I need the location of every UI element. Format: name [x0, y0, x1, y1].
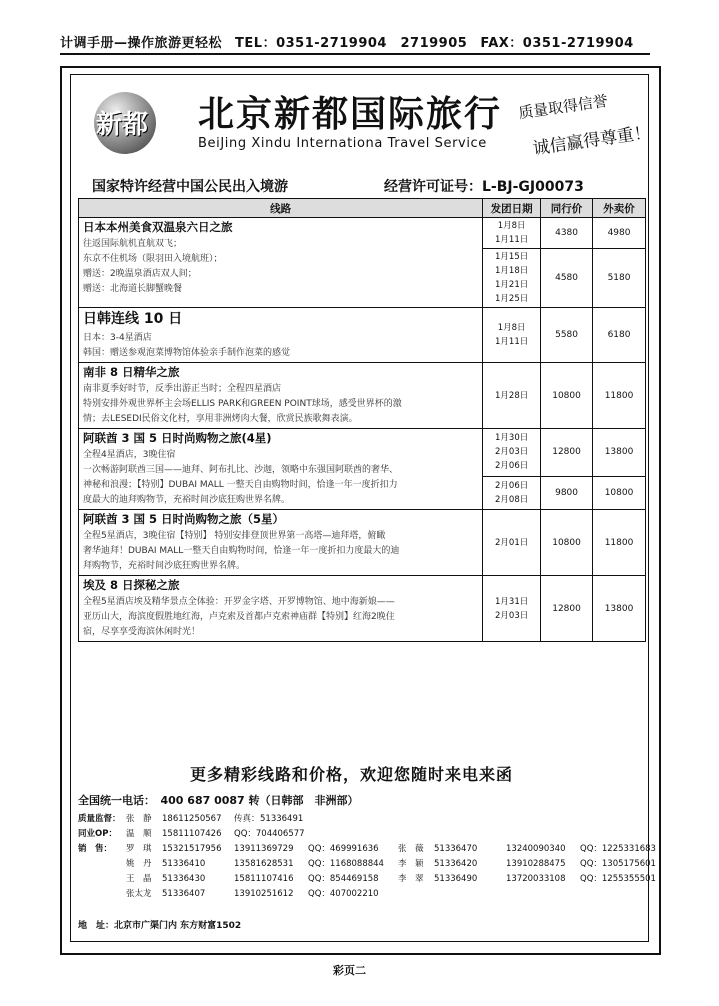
sales-contact-field: 张太龙 — [126, 889, 152, 899]
peer-price: 9800 — [541, 476, 593, 509]
route-detail-line: 东京不住机场（限羽田入境航班）； — [83, 254, 223, 264]
table-row — [79, 308, 646, 363]
departure-date: 2月06日 — [495, 461, 529, 472]
departure-date: 2月06日 — [495, 480, 529, 491]
departure-date: 1月8日 — [497, 323, 526, 333]
departure-date: 1月11日 — [495, 337, 529, 347]
hotline: 全国统一电话： 400 687 0087 转（日韩部 非洲部） — [78, 794, 359, 807]
page-footer: 彩页二 — [333, 964, 366, 977]
quality-label: 质量监督： — [78, 814, 121, 824]
route-description — [79, 218, 483, 308]
retail-price: 13800 — [593, 429, 646, 477]
peer-price: 10800 — [541, 363, 593, 429]
route-detail-line: 特别安排外观世界杯主会场ELLIS PARK和GREEN POINT球场，感受世界杯的激 — [83, 399, 402, 409]
sales-contact-field: QQ：1225331683 — [580, 844, 656, 854]
retail-price: 4980 — [593, 218, 646, 249]
sales-contact-field: 51336420 — [434, 859, 478, 869]
departure-date: 1月21日 — [495, 280, 529, 290]
peer-price: 4580 — [541, 249, 593, 308]
sales-row — [78, 887, 656, 902]
route-detail-line: 奢华迪拜！DUBAI MALL一整天自由购物时间，恰逢一年一度折扣力度最大的迪 — [83, 546, 400, 556]
route-detail-line: 情；去LESEDI民俗文化村，享用非洲烤肉大餐，欣赏民族歌舞表演。 — [83, 414, 358, 424]
sales-contact-field: 13240090340 — [506, 844, 566, 854]
sales-contact-field: QQ：1255355501 — [580, 874, 656, 884]
departure-dates — [483, 429, 541, 477]
departure-date: 1月15日 — [495, 252, 529, 262]
sales-contact-field: QQ：854469158 — [308, 874, 379, 884]
departure-dates — [483, 476, 541, 509]
brand-name-en: BeiJing Xindu Internationa Travel Service — [198, 136, 487, 151]
peer-op-phone: 15811107426 — [162, 829, 222, 839]
logo-text: 新都 — [96, 110, 149, 140]
route-description — [79, 576, 483, 642]
route-title: 南非 8 日精华之旅 — [83, 365, 180, 379]
route-title: 埃及 8 日探秘之旅 — [83, 578, 180, 592]
retail-price: 10800 — [593, 476, 646, 509]
sales-contact-field: 51336430 — [162, 874, 206, 884]
table-row — [79, 363, 646, 429]
header-tel: TEL：0351-2719904 2719905 — [235, 36, 468, 51]
departure-date: 2月03日 — [495, 447, 529, 458]
peer-op-qq: QQ：704406577 — [234, 829, 305, 839]
route-detail-line: 全程5星酒店，3晚住宿【特别】 特别安排登顶世界第一高塔—迪拜塔，俯瞰 — [83, 531, 386, 541]
route-title: 阿联酋 3 国 5 日时尚购物之旅（5星） — [83, 512, 285, 526]
sales-contact-field: 13581628531 — [234, 859, 294, 869]
route-title: 阿联酋 3 国 5 日时尚购物之旅(4星) — [83, 431, 272, 445]
address: 地 址：北京市广渠门内 东方财富1502 — [78, 921, 242, 931]
route-detail-line: 度最大的迪拜购物节，充裕时间沙底狂购世界名牌。 — [83, 495, 291, 505]
retail-price: 11800 — [593, 510, 646, 576]
table-row — [79, 429, 646, 477]
table-header-row — [79, 199, 646, 218]
table-row — [79, 576, 646, 642]
header-slogan: 计调手册—操作旅游更轻松 — [60, 36, 223, 51]
route-detail-line: 日本：3-4星酒店 — [83, 333, 152, 343]
peer-op-row — [78, 827, 656, 842]
sales-contact-field: 15321517956 — [162, 844, 222, 854]
sales-contact-field: 李 颖 — [398, 859, 424, 869]
route-detail-line: 赠送：北海道长脚蟹晚餐 — [83, 284, 183, 294]
departure-dates — [483, 218, 541, 249]
departure-dates — [483, 249, 541, 308]
col-retail-price: 外卖价 — [593, 199, 646, 218]
peer-price: 10800 — [541, 510, 593, 576]
peer-price: 12800 — [541, 576, 593, 642]
sales-label: 销 售： — [78, 844, 113, 854]
table-row — [79, 218, 646, 249]
peer-price: 12800 — [541, 429, 593, 477]
sales-contact-field: 15811107416 — [234, 874, 294, 884]
sales-contact-field: QQ：1168088844 — [308, 859, 384, 869]
peer-price: 5580 — [541, 308, 593, 363]
brand-name-cn: 北京新都国际旅行 — [198, 94, 503, 135]
route-detail-line: 韩国：赠送参观泡菜博物馆体验亲手制作泡菜的感觉 — [83, 348, 291, 358]
header-fax: FAX：0351-2719904 — [480, 36, 634, 51]
departure-dates — [483, 576, 541, 642]
sales-contact-field: QQ：407002210 — [308, 889, 379, 899]
col-peer-price: 同行价 — [541, 199, 593, 218]
departure-date: 2月01日 — [495, 537, 529, 548]
sales-contact-field: 王 晶 — [126, 874, 152, 884]
departure-date: 1月11日 — [495, 235, 529, 245]
departure-dates — [483, 363, 541, 429]
departure-dates — [483, 308, 541, 363]
route-detail-line: 一次畅游阿联酋三国——迪拜、阿布扎比、沙迦，领略中东强国阿联酋的奢华、 — [83, 465, 399, 475]
brand-slogan-line1: 质量取得信誉 — [517, 91, 609, 123]
departure-date: 1月25日 — [495, 294, 529, 304]
fax-label: 传真： — [234, 814, 260, 824]
departure-date: 1月28日 — [495, 390, 529, 401]
departure-date: 1月18日 — [495, 266, 529, 276]
sales-row — [78, 857, 656, 872]
route-detail-line: 神秘和浪漫；【特别】DUBAI MALL 一整天自由购物时间，恰逢一年一度折扣力 — [83, 480, 398, 490]
col-date: 发团日期 — [483, 199, 541, 218]
peer-op-name: 温 顺 — [126, 829, 152, 839]
sales-contact-field: 张 薇 — [398, 844, 424, 854]
route-title: 日韩连线 10 日 — [83, 311, 183, 327]
departure-date: 1月8日 — [497, 221, 526, 231]
departure-date: 2月08日 — [495, 494, 529, 505]
sales-contact-field: 13910288475 — [506, 859, 566, 869]
route-description — [79, 308, 483, 363]
license-scope: 国家特许经营中国公民出入境游 — [92, 179, 288, 195]
route-detail-line: 全程5星酒店埃及精华景点全体验：开罗金字塔、开罗博物馆、地中海新娘—— — [83, 597, 395, 607]
sales-contact-field: 51336410 — [162, 859, 206, 869]
departure-dates — [483, 510, 541, 576]
route-description — [79, 510, 483, 576]
sales-contact-field: 51336470 — [434, 844, 478, 854]
route-detail-line: 往返国际航机直航双飞； — [83, 239, 183, 249]
sales-contact-field: 13720033108 — [506, 874, 566, 884]
peer-price: 4380 — [541, 218, 593, 249]
quality-phone: 18611250567 — [162, 814, 222, 824]
col-route: 线路 — [79, 199, 483, 218]
route-detail-line: 亚历山大，海滨度假胜地红海，卢克索及首都卢克索神庙群【特别】红海2晚住 — [83, 612, 395, 622]
quality-name: 张 静 — [126, 814, 152, 824]
route-detail-line: 赠送：2晚温泉酒店双人间； — [83, 269, 197, 279]
table-row — [79, 510, 646, 576]
routes-table — [78, 198, 646, 642]
sales-contact-field: QQ：1305175601 — [580, 859, 656, 869]
route-detail-line: 南非夏季好时节，反季出游正当时；全程四星酒店 — [83, 384, 282, 394]
sales-contact-field: 13911369729 — [234, 844, 294, 854]
sales-row — [78, 842, 656, 857]
contacts-block — [78, 812, 656, 902]
sales-contact-field: 罗 琪 — [126, 844, 152, 854]
quality-row — [78, 812, 656, 827]
route-detail-line: 拜购物节，充裕时间沙底狂购世界名牌。 — [83, 561, 246, 571]
sales-contact-field: 51336407 — [162, 889, 206, 899]
retail-price: 6180 — [593, 308, 646, 363]
retail-price: 13800 — [593, 576, 646, 642]
departure-date: 1月31日 — [495, 596, 529, 607]
sales-contact-field: 13910251612 — [234, 889, 294, 899]
route-title: 日本本州美食双温泉六日之旅 — [83, 220, 233, 234]
route-description — [79, 429, 483, 510]
sales-contact-field: 姚 丹 — [126, 859, 152, 869]
route-detail-line: 宿，尽享享受海滨休闲时光！ — [83, 627, 201, 637]
quality-fax: 51336491 — [260, 814, 304, 824]
retail-price: 5180 — [593, 249, 646, 308]
peer-op-label: 同业OP： — [78, 829, 117, 839]
route-description — [79, 363, 483, 429]
sales-contact-field: 51336490 — [434, 874, 478, 884]
route-detail-line: 全程4星酒店，3晚住宿 — [83, 450, 176, 460]
brand-slogan-line2: 诚信赢得尊重！ — [531, 122, 653, 160]
top-header-bar — [60, 32, 650, 55]
departure-date: 2月03日 — [495, 610, 529, 621]
sales-row — [78, 872, 656, 887]
departure-date: 1月30日 — [495, 433, 529, 444]
sales-contact-field: 李 翠 — [398, 874, 424, 884]
more-routes-text: 更多精彩线路和价格，欢迎您随时来电来函 — [190, 765, 514, 784]
retail-price: 11800 — [593, 363, 646, 429]
sales-contact-field: QQ：469991636 — [308, 844, 379, 854]
license-number: 经营许可证号：L-BJ-GJ00073 — [384, 179, 584, 195]
